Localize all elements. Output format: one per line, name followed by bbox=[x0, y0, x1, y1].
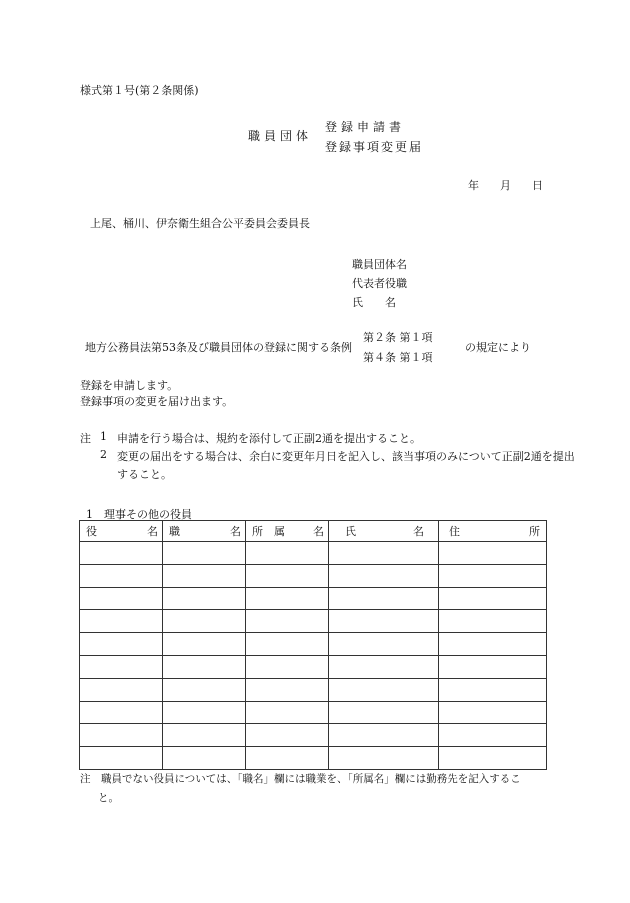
header-address-last: 所 bbox=[529, 525, 540, 538]
cell-affiliation[interactable] bbox=[246, 701, 329, 724]
cell-name[interactable] bbox=[329, 724, 439, 747]
article-option-2: 第４条 第１項 bbox=[363, 351, 433, 364]
cell-name[interactable] bbox=[329, 678, 439, 701]
cell-affiliation[interactable] bbox=[246, 678, 329, 701]
cell-role[interactable] bbox=[80, 610, 163, 633]
footnote-line2: と。 bbox=[98, 792, 119, 804]
cell-job-title[interactable] bbox=[163, 633, 246, 656]
cell-address[interactable] bbox=[439, 724, 547, 747]
cell-address[interactable] bbox=[439, 587, 547, 610]
header-affiliation bbox=[246, 521, 329, 542]
table-row bbox=[80, 587, 547, 610]
cell-affiliation[interactable] bbox=[246, 633, 329, 656]
header-role-last: 名 bbox=[147, 525, 158, 538]
cell-affiliation[interactable] bbox=[246, 587, 329, 610]
cell-affiliation[interactable] bbox=[246, 724, 329, 747]
cell-name[interactable] bbox=[329, 655, 439, 678]
cell-role[interactable] bbox=[80, 542, 163, 565]
officers-table-title: 1 理事その他の役員 bbox=[86, 508, 192, 521]
note-1-number: 1 bbox=[100, 430, 107, 443]
note-2-number: 2 bbox=[100, 448, 107, 461]
form-number: 様式第１号(第２条関係) bbox=[80, 84, 199, 97]
cell-role[interactable] bbox=[80, 678, 163, 701]
cell-job-title[interactable] bbox=[163, 701, 246, 724]
cell-name[interactable] bbox=[329, 587, 439, 610]
title-registration-application: 登録申請書 bbox=[325, 120, 406, 134]
header-job-last: 名 bbox=[230, 525, 241, 538]
cell-affiliation[interactable] bbox=[246, 564, 329, 587]
cell-job-title[interactable] bbox=[163, 587, 246, 610]
table-row bbox=[80, 564, 547, 587]
cell-address[interactable] bbox=[439, 564, 547, 587]
header-job-title bbox=[163, 521, 246, 542]
table-row bbox=[80, 724, 547, 747]
date-month-label: 月 bbox=[500, 179, 511, 192]
header-role bbox=[80, 521, 163, 542]
note-2-text-cont: すること。 bbox=[117, 468, 172, 481]
article-option-1: 第２条 第１項 bbox=[363, 331, 433, 344]
legal-basis-law: 地方公務員法第53条及び職員団体の登録に関する条例 bbox=[85, 341, 352, 354]
table-row bbox=[80, 542, 547, 565]
cell-address[interactable] bbox=[439, 633, 547, 656]
table-row bbox=[80, 701, 547, 724]
header-job-first: 職 bbox=[169, 525, 180, 538]
cell-role[interactable] bbox=[80, 633, 163, 656]
provision-text: の規定により bbox=[465, 341, 531, 354]
cell-address[interactable] bbox=[439, 542, 547, 565]
table-row bbox=[80, 678, 547, 701]
note-2-text: 変更の届出をする場合は、余白に変更年月日を記入し、該当事項のみについて正副2通を提出 bbox=[117, 450, 575, 463]
header-address bbox=[439, 521, 547, 542]
cell-role[interactable] bbox=[80, 724, 163, 747]
table-row bbox=[80, 610, 547, 633]
cell-job-title[interactable] bbox=[163, 724, 246, 747]
header-role-first: 役 bbox=[86, 525, 97, 538]
officers-table bbox=[79, 520, 547, 770]
cell-job-title[interactable] bbox=[163, 542, 246, 565]
header-address-first: 住 bbox=[449, 525, 460, 538]
org-name-label: 職員団体名 bbox=[352, 258, 407, 271]
cell-name[interactable] bbox=[329, 633, 439, 656]
note-label: 注 bbox=[80, 432, 91, 445]
cell-job-title[interactable] bbox=[163, 747, 246, 770]
cell-job-title[interactable] bbox=[163, 655, 246, 678]
officers-table-header bbox=[80, 521, 547, 542]
table-row bbox=[80, 747, 547, 770]
cell-name[interactable] bbox=[329, 747, 439, 770]
cell-address[interactable] bbox=[439, 701, 547, 724]
cell-name[interactable] bbox=[329, 542, 439, 565]
header-affiliation-first: 所 属 bbox=[252, 525, 285, 538]
cell-job-title[interactable] bbox=[163, 564, 246, 587]
cell-address[interactable] bbox=[439, 655, 547, 678]
date-day-label: 日 bbox=[532, 179, 543, 192]
cell-name[interactable] bbox=[329, 610, 439, 633]
header-name bbox=[329, 521, 439, 542]
cell-affiliation[interactable] bbox=[246, 610, 329, 633]
cell-role[interactable] bbox=[80, 587, 163, 610]
table-row bbox=[80, 633, 547, 656]
cell-address[interactable] bbox=[439, 678, 547, 701]
cell-job-title[interactable] bbox=[163, 678, 246, 701]
header-name-first: 氏 bbox=[345, 525, 356, 538]
title-org-type: 職員団体 bbox=[248, 129, 313, 143]
addressee: 上尾、桶川、伊奈衛生組合公平委員会委員長 bbox=[90, 217, 310, 230]
name-label: 氏 名 bbox=[352, 296, 396, 309]
cell-role[interactable] bbox=[80, 655, 163, 678]
cell-affiliation[interactable] bbox=[246, 542, 329, 565]
declaration-apply: 登録を申請します。 bbox=[80, 379, 179, 392]
header-affiliation-last: 名 bbox=[313, 525, 324, 538]
cell-role[interactable] bbox=[80, 701, 163, 724]
footnote-line1: 注 職員でない役員については、「職名」欄には職業を、「所属名」欄には勤務先を記入するこ bbox=[80, 773, 521, 785]
representative-title-label: 代表者役職 bbox=[352, 277, 407, 290]
table-row bbox=[80, 655, 547, 678]
cell-affiliation[interactable] bbox=[246, 655, 329, 678]
title-change-notification: 登録事項変更届 bbox=[325, 140, 424, 154]
cell-role[interactable] bbox=[80, 747, 163, 770]
cell-address[interactable] bbox=[439, 610, 547, 633]
cell-name[interactable] bbox=[329, 564, 439, 587]
cell-address[interactable] bbox=[439, 747, 547, 770]
cell-affiliation[interactable] bbox=[246, 747, 329, 770]
header-name-last: 名 bbox=[413, 525, 424, 538]
cell-name[interactable] bbox=[329, 701, 439, 724]
date-year-label: 年 bbox=[468, 179, 479, 192]
cell-role[interactable] bbox=[80, 564, 163, 587]
note-1-text: 申請を行う場合は、規約を添付して正副2通を提出すること。 bbox=[117, 432, 421, 445]
cell-job-title[interactable] bbox=[163, 610, 246, 633]
declaration-change: 登録事項の変更を届け出ます。 bbox=[80, 395, 234, 408]
